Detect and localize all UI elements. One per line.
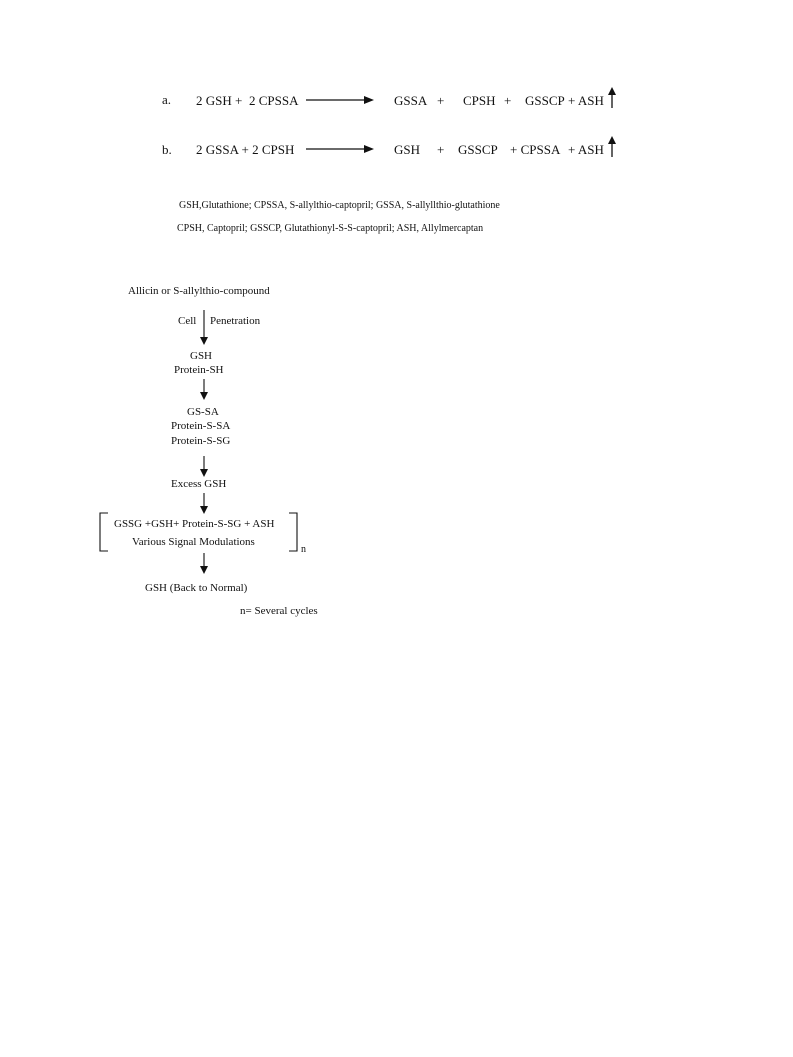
reaction-b-product-gsh: GSH xyxy=(394,142,421,157)
reaction-a-product-gsscp: GSSCP xyxy=(525,93,565,108)
flow-bracket-line-1: GSSG +GSH+ Protein-S-SG + ASH xyxy=(114,518,275,530)
flow-arrow-1 xyxy=(199,310,209,346)
flow-excess-gsh: Excess GSH xyxy=(171,478,227,490)
reaction-a-letter: a. xyxy=(162,92,172,107)
reaction-a-reactant-1: 2 GSH + xyxy=(196,93,243,108)
flow-arrow-4 xyxy=(199,493,209,515)
flow-note: n= Several cycles xyxy=(240,605,318,617)
flow-subscript-n: n xyxy=(301,544,306,555)
reaction-b-arrow xyxy=(306,143,376,155)
reaction-b-reactants: 2 GSSA + 2 CPSH xyxy=(196,142,295,157)
reaction-b-plus-1: + xyxy=(437,142,445,157)
flow-protein-s-sa: Protein-S-SA xyxy=(171,420,231,432)
abbreviation-line-1: GSH,Glutathione; CPSSA, S-allylthio-captopril; GSSA, S-allyllthio-glutathione xyxy=(179,200,500,211)
flow-bracket-line-2: Various Signal Modulations xyxy=(132,536,255,548)
flow-gsh: GSH xyxy=(190,350,213,362)
flow-step1-left: Cell xyxy=(178,315,197,327)
flow-protein-s-sg: Protein-S-SG xyxy=(171,435,231,447)
abbreviation-line-2: CPSH, Captopril; GSSCP, Glutathionyl-S-S-captopril; ASH, Allylmercaptan xyxy=(177,223,484,234)
reaction-a-reactant-2: 2 CPSSA xyxy=(249,93,299,108)
reaction-b-product-cpssa: + CPSSA xyxy=(510,142,561,157)
gas-evolution-arrow-icon xyxy=(608,136,616,158)
reaction-a-plus-1: + xyxy=(437,93,445,108)
flow-gs-sa: GS-SA xyxy=(187,406,219,418)
flow-start: Allicin or S-allylthio-compound xyxy=(128,285,270,297)
reaction-b-product-gsscp: GSSCP xyxy=(458,142,498,157)
flow-bracket-right xyxy=(288,512,298,552)
reaction-a-plus-2: + xyxy=(504,93,512,108)
reaction-a-product-gssa: GSSA xyxy=(394,93,428,108)
flow-bracket-left xyxy=(99,512,109,552)
reaction-b-letter: b. xyxy=(162,142,172,157)
reaction-a-product-cpsh: CPSH xyxy=(463,93,496,108)
flow-arrow-5 xyxy=(199,553,209,575)
reaction-a-product-ash: + ASH xyxy=(568,93,604,108)
flow-arrow-2 xyxy=(199,379,209,401)
flow-step1-right: Penetration xyxy=(210,315,261,327)
flow-protein-sh: Protein-SH xyxy=(174,364,224,376)
flow-end: GSH (Back to Normal) xyxy=(145,582,248,594)
reaction-b-product-ash: + ASH xyxy=(568,142,604,157)
gas-evolution-arrow-icon xyxy=(608,87,616,109)
reaction-a-arrow xyxy=(306,94,376,106)
flow-arrow-3 xyxy=(199,456,209,478)
